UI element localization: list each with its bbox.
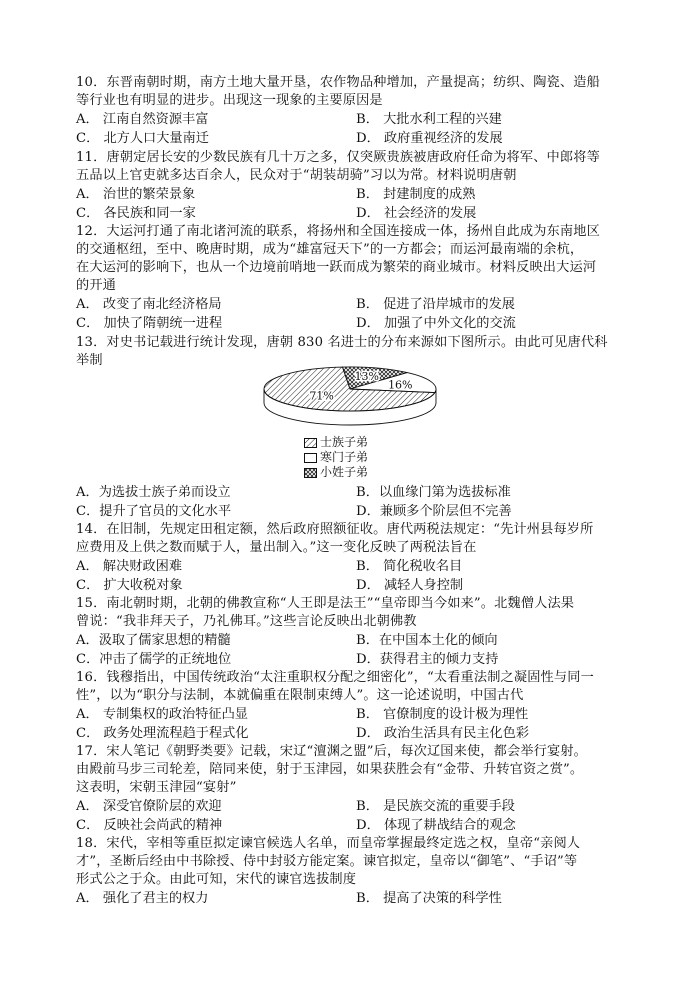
q15-option-d: D．获得君主的倾力支持 bbox=[356, 652, 499, 667]
q10-stem-line-1: 10．东晋南朝时期，南方土地大量开垦，农作物品种增加，产量提高；纺织、陶瓷、造船 bbox=[76, 75, 600, 90]
q14-stem-line-1: 14．在旧制，先规定田租定额，然后政府照额征收。唐代两税法规定：“先计州县每岁所 bbox=[76, 522, 594, 537]
q13-option-a: A．为选拔士族子弟而设立 bbox=[76, 485, 231, 500]
q18-option-a: A． 强化了君主的权力 bbox=[76, 891, 209, 906]
q14-option-b: B． 简化税收名目 bbox=[356, 559, 463, 574]
q17-stem-line-1: 17．宋人笔记《朝野类要》记载，宋辽“澶渊之盟”后，每次辽国来使，都会举行宴射。 bbox=[76, 744, 588, 759]
q12-stem-line-3: 在大运河的影响下，也从一个边境前哨地一跃而成为繁荣的商业城市。材料反映出大运河 bbox=[76, 260, 597, 275]
q16-stem-line-2: 性”，以为“职分与法制，本就偏重在限制束缚人”。这一论述说明，中国古代 bbox=[76, 688, 524, 703]
q11-stem-line-1: 11．唐朝定居长安的少数民族有几十万之多，仅突厥贵族被唐政府任命为将军、中郎将等 bbox=[76, 150, 600, 165]
q17-option-c: C． 反映社会尚武的精神 bbox=[76, 818, 223, 833]
crosshatch-swatch-icon bbox=[304, 468, 317, 478]
legend-label-shizu: 士族子弟 bbox=[320, 435, 369, 449]
chart-legend bbox=[304, 435, 368, 480]
q17-option-b: B． 是民族交流的重要手段 bbox=[356, 799, 515, 814]
q16-stem-line-1: 16．钱穆指出，中国传统政治“太注重职权分配之细密化”，“太看重法制之凝固性与同一 bbox=[76, 670, 594, 685]
q17-option-a: A． 深受官僚阶层的欢迎 bbox=[76, 799, 222, 814]
q16-option-d: D． 政治生活具有民主化色彩 bbox=[356, 726, 530, 741]
q12-stem-line-1: 12．大运河打通了南北诸河流的联系，将扬州和全国连接成一体，扬州自此成为东南地区 bbox=[76, 224, 600, 239]
pie-slice-xiaoxing-label: 13% bbox=[354, 370, 380, 384]
q15-stem-line-1: 15．南北朝时期，北朝的佛教宣称“人王即是法王”“皇帝即当今如来”。北魏僧人法果 bbox=[76, 596, 575, 611]
q16-option-c: C． 政务处理流程趋于程式化 bbox=[76, 726, 249, 741]
q17-stem-line-3: 这表明，宋朝玉津园“宴射” bbox=[76, 780, 237, 795]
q12-option-b: B． 促进了沿岸城市的发展 bbox=[356, 297, 515, 312]
legend-item-hanmen bbox=[304, 450, 368, 465]
q14-option-a: A． 解决财政困难 bbox=[76, 559, 183, 574]
q16-option-b: B． 官僚制度的设计极为理性 bbox=[356, 707, 529, 722]
q12-stem-line-2: 的交通枢纽，至中、晚唐时期，成为“雄富冠天下”的一方都会；而运河最南端的余杭， bbox=[76, 242, 584, 257]
q12-option-a: A． 改变了南北经济格局 bbox=[76, 297, 222, 312]
legend-item-shizu bbox=[304, 435, 368, 450]
legend-label-hanmen: 寒门子弟 bbox=[320, 450, 369, 464]
q11-option-b: B． 封建制度的成熟 bbox=[356, 187, 476, 202]
q12-option-c: C． 加快了隋朝统一进程 bbox=[76, 316, 223, 331]
q13-stem-line-1: 13．对史书记载进行统计发现，唐朝 830 名进士的分布来源如下图所示。由此可见唐代科 bbox=[76, 335, 608, 350]
q10-option-c: C． 北方人口大量南迁 bbox=[76, 131, 209, 146]
q18-stem-line-2: 才”，圣断后经由中书除授、侍中封驳方能定案。谏官拟定，皇帝以“御笔”、“手诏”等 bbox=[76, 854, 578, 869]
q10-option-b: B． 大批水利工程的兴建 bbox=[356, 112, 502, 127]
legend-label-xiaoxing: 小姓子弟 bbox=[320, 465, 369, 479]
q13-option-b: B．以血缘门第为选拔标准 bbox=[356, 485, 511, 500]
legend-item-xiaoxing bbox=[304, 465, 368, 480]
q14-option-c: C． 扩大收税对象 bbox=[76, 578, 183, 593]
q16-option-a: A． 专制集权的政治特征凸显 bbox=[76, 707, 248, 722]
q10-stem-line-2: 等行业也有明显的进步。出现这一现象的主要原因是 bbox=[76, 93, 383, 108]
q13-option-c: C．提升了官员的文化水平 bbox=[76, 504, 232, 519]
q12-option-d: D． 加强了中外文化的交流 bbox=[356, 316, 516, 331]
q18-stem-line-1: 18．宋代，宰相等重臣拟定谏官候选人名单，而皇帝掌握最终定选之权，皇帝“亲阅人 bbox=[76, 836, 581, 851]
hatch-swatch-icon bbox=[304, 438, 317, 448]
q15-option-a: A．汲取了儒家思想的精髓 bbox=[76, 633, 231, 648]
q14-option-d: D． 减轻人身控制 bbox=[356, 578, 464, 593]
pie-slice-shizu-label: 71% bbox=[309, 389, 334, 403]
q13-option-d: D．兼顾多个阶层但不完善 bbox=[356, 504, 512, 519]
q17-option-d: D． 体现了耕战结合的观念 bbox=[356, 818, 516, 833]
q15-option-c: C．冲击了儒学的正统地位 bbox=[76, 652, 232, 667]
pie-chart bbox=[256, 362, 446, 432]
q13-stem-line-2: 举制 bbox=[76, 353, 103, 368]
q15-option-b: B．在中国本土化的倾向 bbox=[356, 633, 498, 648]
q12-stem-line-4: 的开通 bbox=[76, 278, 117, 293]
q14-stem-line-2: 应费用及上供之数而赋于人，量出制入。”这一变化反映了两税法旨在 bbox=[76, 540, 477, 555]
q15-stem-line-2: 曾说：“我非拜天子，乃礼佛耳。”这些言论反映出北朝佛教 bbox=[76, 614, 417, 629]
q11-option-c: C． 各民族和同一家 bbox=[76, 206, 196, 221]
q11-stem-line-2: 五品以上官吏就多达百余人，民众对于“胡装胡骑”习以为常。材料说明唐朝 bbox=[76, 168, 517, 183]
blank-swatch-icon bbox=[304, 453, 317, 463]
pie-slice-hanmen-label: 16% bbox=[388, 378, 413, 392]
q10-option-d: D． 政府重视经济的发展 bbox=[356, 131, 503, 146]
q11-option-a: A． 治世的繁荣景象 bbox=[76, 187, 196, 202]
q18-option-b: B． 提高了决策的科学性 bbox=[356, 891, 502, 906]
q17-stem-line-2: 由殿前马步三司轮差，陪同来使，射于玉津园，如果获胜会有“金带、升转官资之赏”。 bbox=[76, 762, 584, 777]
q18-stem-line-3: 形式公之于众。由此可知，宋代的谏官选拔制度 bbox=[76, 872, 357, 887]
q11-option-d: D． 社会经济的发展 bbox=[356, 206, 477, 221]
q10-option-a: A． 江南自然资源丰富 bbox=[76, 112, 209, 127]
